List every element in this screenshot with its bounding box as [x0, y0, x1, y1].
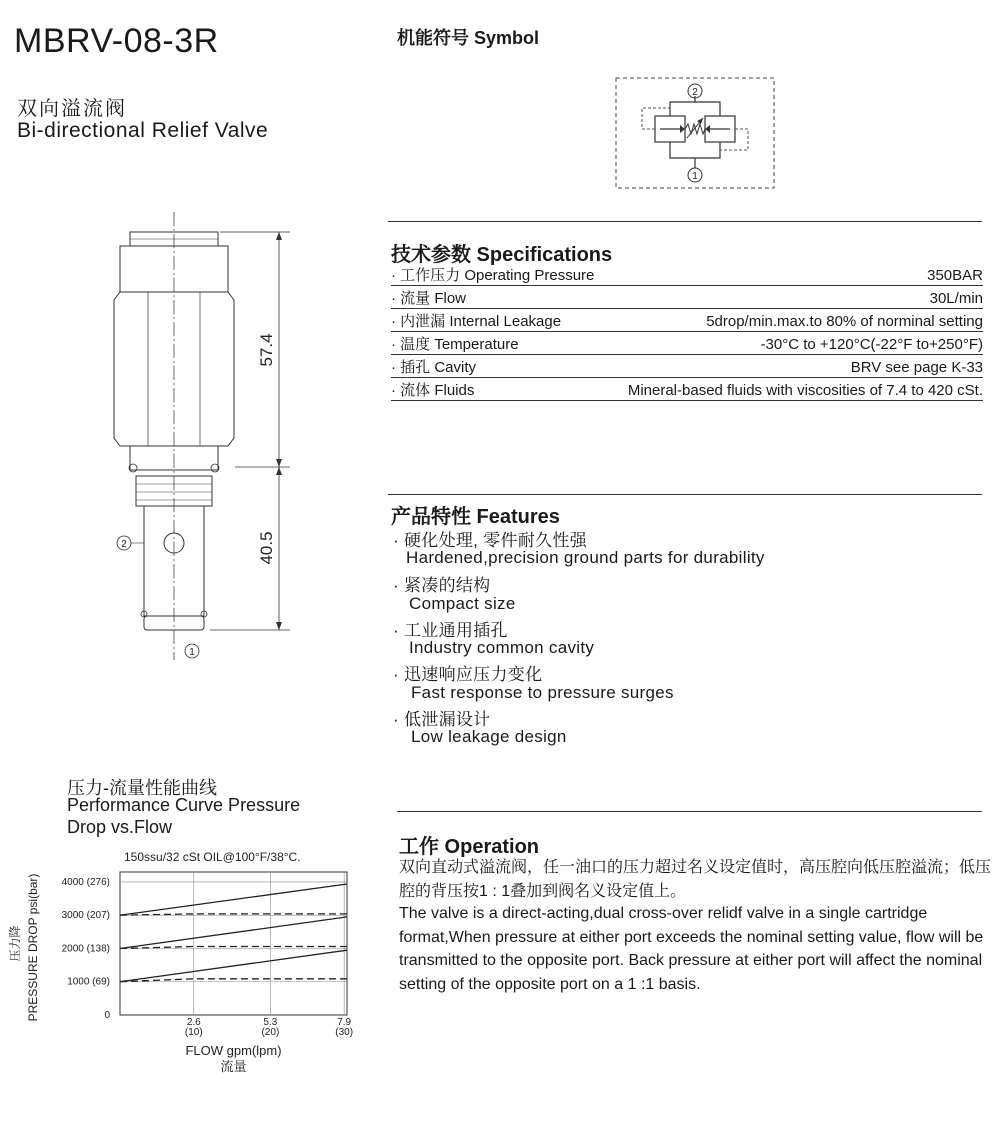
spec-row: · 温度 Temperature -30°C to +120°C(-22°F to+250°F): [391, 332, 983, 355]
cartridge-drawing: [100, 210, 300, 670]
chart-annotation: 150ssu/32 cSt OIL@100°F/38°C.: [124, 850, 301, 864]
symbol-port-1: 1: [692, 171, 698, 182]
spec-row: · 工作压力 Operating Pressure 350BAR: [391, 263, 983, 286]
y-tick-label: 3000 (207): [61, 910, 110, 922]
x-tick-sublabel: (10): [184, 1027, 203, 1038]
x-tick-sublabel: (30): [335, 1027, 354, 1038]
dimension-lower: 40.5: [257, 531, 276, 565]
y-tick-label: 4000 (276): [61, 876, 110, 888]
spec-row: · 内泄漏 Internal Leakage 5drop/min.max.to 80% of norminal setting: [391, 309, 983, 332]
feature-cn: · 低泄漏设计: [393, 710, 491, 729]
y-tick-label: 0: [104, 1010, 110, 1021]
feature-en: Fast response to pressure surges: [411, 683, 674, 702]
drawing-port-1: 1: [189, 647, 195, 658]
divider: [388, 221, 982, 222]
x-tick-label: 7.9: [337, 1017, 352, 1028]
chart-title-cn: 压力-流量性能曲线: [67, 778, 217, 798]
x-tick-sublabel: (20): [261, 1027, 280, 1038]
operation-title: 工作 Operation: [399, 836, 540, 858]
drawing-port-2: 2: [121, 539, 127, 550]
x-tick-label: 5.3: [263, 1017, 278, 1028]
feature-en: Compact size: [409, 594, 516, 613]
symbol-port-2: 2: [692, 87, 698, 98]
features-title: 产品特性 Features: [391, 506, 560, 528]
y-tick-label: 2000 (138): [61, 943, 110, 955]
feature-cn: · 紧凑的结构: [393, 576, 491, 595]
spec-row: · 流量 Flow 30L/min: [391, 286, 983, 309]
series-line-solid: [120, 950, 347, 982]
specs-title: 技术参数 Specifications: [391, 244, 613, 266]
feature-en: Low leakage design: [411, 727, 567, 746]
operation-text-cn: 双向直动式溢流阀，任一油口的压力超过名义设定值时，高压腔向低压腔溢流；低压腔的背压按1 : 1叠加到阀名义设定值上。: [399, 859, 992, 900]
x-tick-label: 2.6: [186, 1017, 201, 1028]
symbol-title: 机能符号 Symbol: [397, 28, 540, 48]
series-line-solid: [120, 917, 347, 949]
feature-en: Industry common cavity: [409, 638, 595, 657]
spec-row: · 插孔 Cavity BRV see page K-33: [391, 355, 983, 378]
y-axis-label: PRESSURE DROP psi(bar): [26, 873, 40, 1022]
product-name-en: Bi-directional Relief Valve: [17, 119, 269, 142]
performance-chart: [0, 840, 380, 1090]
feature-cn: · 迅速响应压力变化: [393, 665, 543, 684]
chart-title-en-1: Performance Curve Pressure: [67, 795, 301, 815]
feature-cn: · 工业通用插孔: [393, 621, 508, 640]
series-line-solid: [120, 884, 347, 915]
dimension-upper: 57.4: [257, 333, 276, 367]
x-axis-label: FLOW gpm(lpm): [185, 1043, 282, 1058]
series-line-dashed: [120, 979, 347, 982]
divider: [388, 494, 982, 495]
feature-cn: · 硬化处理, 零件耐久性强: [393, 531, 588, 550]
model-number: MBRV-08-3R: [14, 22, 219, 60]
product-name-cn: 双向溢流阀: [17, 98, 127, 120]
divider: [397, 811, 982, 812]
chart-title-en-2: Drop vs.Flow: [67, 817, 173, 837]
operation-text-en: The valve is a direct-acting,dual cross-over relidf valve in a single cartridge format,When pressure at either port exceeds the nominal setting value, flow will be transmitted to the opposite port. Back pressure at either port will affect the nominal setting of the opposite port on a 1 :1 basis.: [399, 905, 984, 993]
y-axis-label-cn: 压力降: [8, 925, 22, 962]
hydraulic-symbol: [610, 72, 780, 192]
y-tick-label: 1000 (69): [67, 976, 110, 988]
spec-row: · 流体 Fluids Mineral-based fluids with viscosities of 7.4 to 420 cSt.: [391, 378, 983, 401]
x-axis-label-cn: 流量: [220, 1059, 247, 1074]
feature-en: Hardened,precision ground parts for durability: [406, 548, 765, 567]
